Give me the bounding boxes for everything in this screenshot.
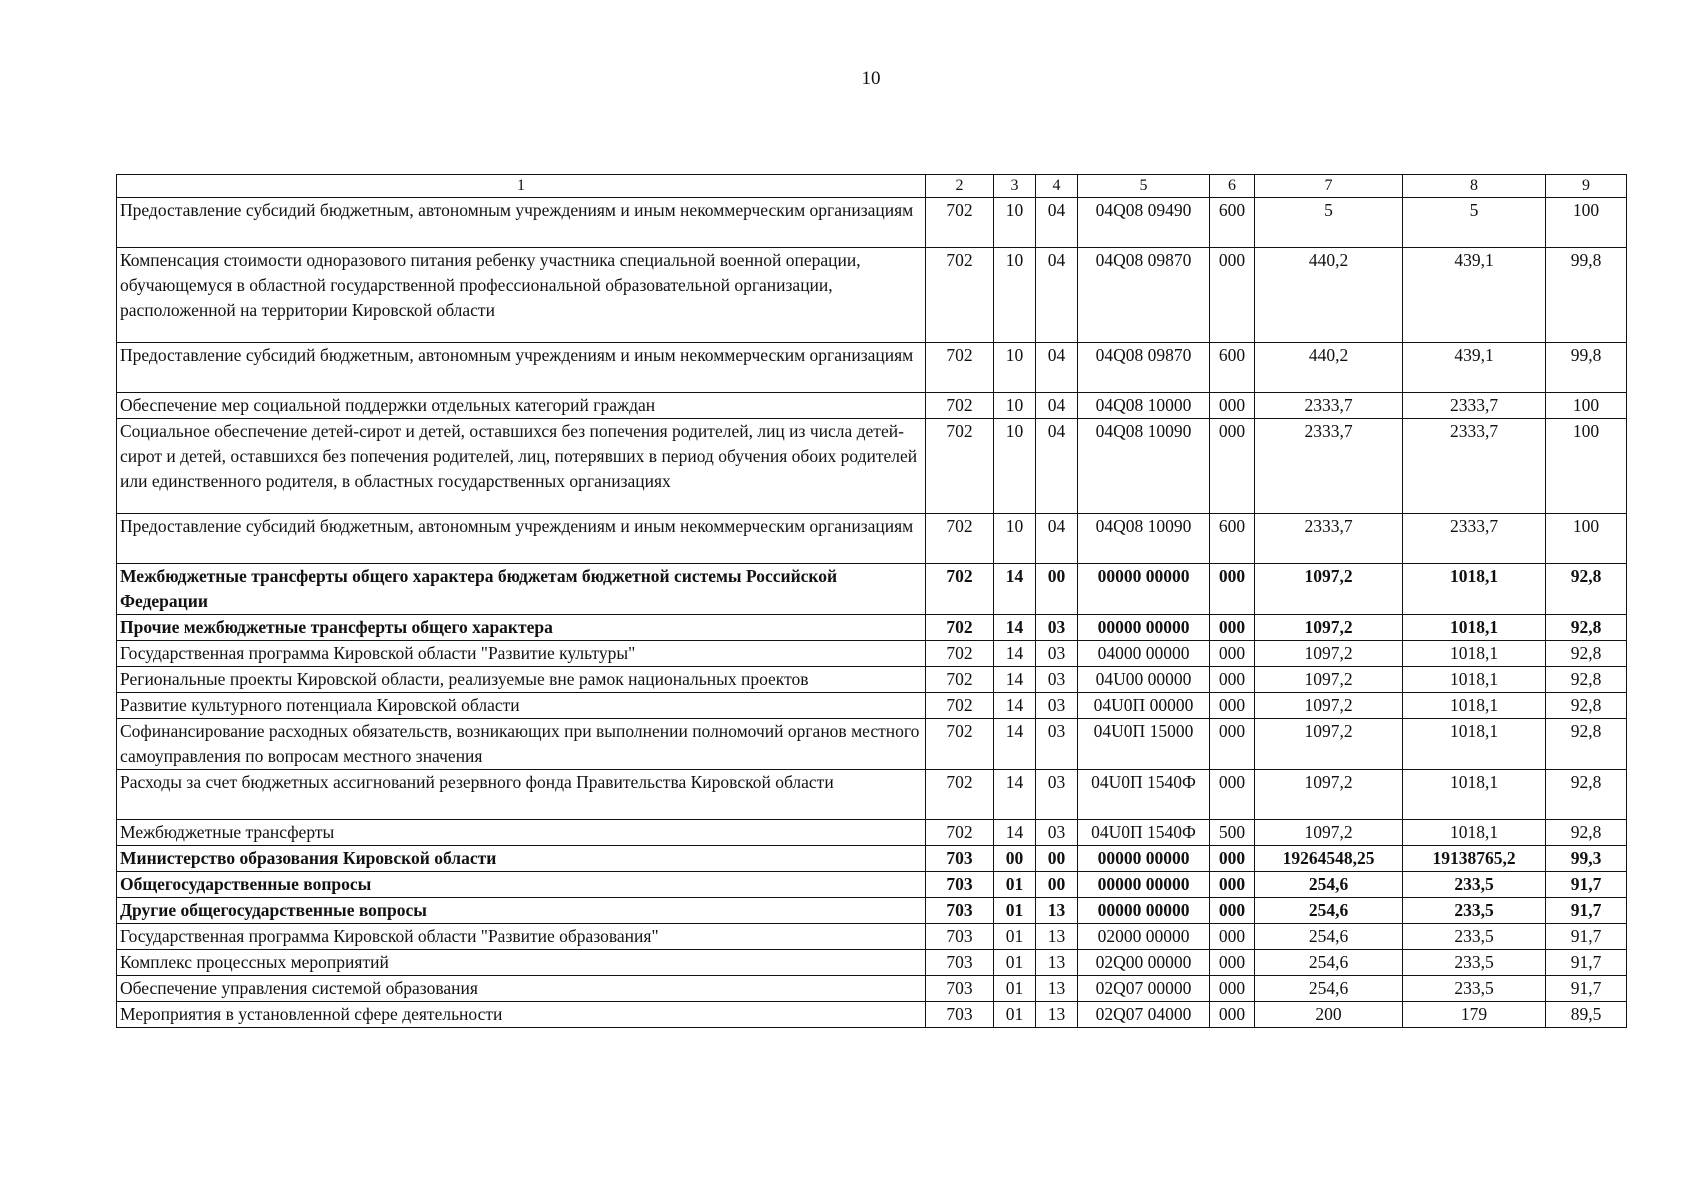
row-value-cell: 13 [1036,924,1078,950]
row-value-cell: 1018,1 [1403,770,1546,820]
table-row [117,514,1627,564]
row-value-cell: 233,5 [1403,898,1546,924]
row-value-cell: 14 [994,719,1036,770]
row-value-cell: 19138765,2 [1403,846,1546,872]
row-value-cell: 1097,2 [1255,770,1403,820]
row-value-cell: 04Q08 10090 [1078,514,1210,564]
row-value-cell: 19264548,25 [1255,846,1403,872]
row-value-cell: 00000 00000 [1078,898,1210,924]
table-row [117,198,1627,248]
row-value-cell: 702 [926,419,994,514]
row-value-cell: 703 [926,846,994,872]
row-value-cell: 000 [1210,393,1255,419]
row-value-cell: 03 [1036,667,1078,693]
row-value-cell: 702 [926,343,994,393]
row-value-cell: 000 [1210,615,1255,641]
table-row [117,343,1627,393]
row-value-cell: 703 [926,872,994,898]
row-value-cell: 99,8 [1546,248,1627,343]
row-value-cell: 1097,2 [1255,693,1403,719]
row-value-cell: 703 [926,1002,994,1028]
row-value-cell: 14 [994,564,1036,615]
row-name-cell: Мероприятия в установленной сфере деятельности [117,1002,926,1028]
row-value-cell: 702 [926,615,994,641]
row-value-cell: 000 [1210,770,1255,820]
row-value-cell: 99,8 [1546,343,1627,393]
row-value-cell: 04Q08 09870 [1078,248,1210,343]
row-value-cell: 03 [1036,615,1078,641]
table-row [117,693,1627,719]
row-value-cell: 00 [1036,872,1078,898]
row-value-cell: 500 [1210,820,1255,846]
row-value-cell: 92,8 [1546,693,1627,719]
row-value-cell: 000 [1210,1002,1255,1028]
row-value-cell: 14 [994,770,1036,820]
table-row [117,770,1627,820]
row-value-cell: 01 [994,924,1036,950]
row-value-cell: 1097,2 [1255,641,1403,667]
row-value-cell: 92,8 [1546,719,1627,770]
row-value-cell: 702 [926,564,994,615]
row-value-cell: 703 [926,950,994,976]
row-name-cell: Государственная программа Кировской области "Развитие образования" [117,924,926,950]
row-value-cell: 100 [1546,198,1627,248]
row-value-cell: 91,7 [1546,924,1627,950]
row-value-cell: 702 [926,719,994,770]
row-value-cell: 000 [1210,872,1255,898]
column-header: 8 [1403,175,1546,198]
row-name-cell: Предоставление субсидий бюджетным, автономным учреждениям и иным некоммерческим организациям [117,198,926,248]
row-value-cell: 03 [1036,719,1078,770]
row-value-cell: 000 [1210,564,1255,615]
row-value-cell: 00000 00000 [1078,615,1210,641]
row-name-cell: Государственная программа Кировской области "Развитие культуры" [117,641,926,667]
row-value-cell: 439,1 [1403,343,1546,393]
row-value-cell: 91,7 [1546,976,1627,1002]
row-value-cell: 02Q00 00000 [1078,950,1210,976]
row-value-cell: 254,6 [1255,976,1403,1002]
row-value-cell: 00000 00000 [1078,872,1210,898]
budget-table [116,174,1627,1028]
row-value-cell: 000 [1210,693,1255,719]
table-row [117,719,1627,770]
row-name-cell: Софинансирование расходных обязательств, возникающих при выполнении полномочий органов местного самоуправления по вопросам местного значения [117,719,926,770]
row-name-cell: Предоставление субсидий бюджетным, автономным учреждениям и иным некоммерческим организациям [117,343,926,393]
row-value-cell: 702 [926,693,994,719]
row-value-cell: 04U0П 1540Ф [1078,820,1210,846]
row-value-cell: 702 [926,514,994,564]
row-value-cell: 03 [1036,641,1078,667]
table-body [117,198,1627,1028]
row-value-cell: 254,6 [1255,898,1403,924]
row-value-cell: 600 [1210,514,1255,564]
row-value-cell: 702 [926,770,994,820]
row-value-cell: 439,1 [1403,248,1546,343]
row-value-cell: 440,2 [1255,248,1403,343]
row-value-cell: 91,7 [1546,898,1627,924]
row-value-cell: 00 [1036,564,1078,615]
row-value-cell: 04 [1036,248,1078,343]
row-value-cell: 02Q07 00000 [1078,976,1210,1002]
row-value-cell: 92,8 [1546,564,1627,615]
row-value-cell: 1018,1 [1403,820,1546,846]
row-value-cell: 1018,1 [1403,564,1546,615]
row-value-cell: 10 [994,419,1036,514]
row-value-cell: 92,8 [1546,667,1627,693]
row-value-cell: 04 [1036,198,1078,248]
row-value-cell: 2333,7 [1403,393,1546,419]
row-value-cell: 000 [1210,898,1255,924]
row-name-cell: Комплекс процессных мероприятий [117,950,926,976]
row-value-cell: 04000 00000 [1078,641,1210,667]
row-value-cell: 233,5 [1403,950,1546,976]
row-value-cell: 01 [994,950,1036,976]
column-header: 3 [994,175,1036,198]
row-value-cell: 13 [1036,950,1078,976]
row-value-cell: 1097,2 [1255,820,1403,846]
row-value-cell: 2333,7 [1403,514,1546,564]
table-row [117,393,1627,419]
row-name-cell: Министерство образования Кировской области [117,846,926,872]
row-value-cell: 440,2 [1255,343,1403,393]
row-name-cell: Обеспечение управления системой образования [117,976,926,1002]
row-value-cell: 702 [926,641,994,667]
row-value-cell: 04Q08 10000 [1078,393,1210,419]
table-row [117,248,1627,343]
row-value-cell: 10 [994,514,1036,564]
row-value-cell: 000 [1210,641,1255,667]
row-value-cell: 600 [1210,198,1255,248]
row-name-cell: Социальное обеспечение детей-сирот и детей, оставшихся без попечения родителей, лиц из числа детей-сирот и детей, оставшихся без попечения родителей, лиц, потерявших в период обучения обоих родителей или единственного родителя, в областных государственных организациях [117,419,926,514]
row-value-cell: 03 [1036,820,1078,846]
table-row [117,846,1627,872]
row-value-cell: 14 [994,615,1036,641]
row-value-cell: 100 [1546,419,1627,514]
row-value-cell: 000 [1210,924,1255,950]
row-value-cell: 233,5 [1403,924,1546,950]
row-value-cell: 200 [1255,1002,1403,1028]
row-value-cell: 254,6 [1255,950,1403,976]
row-value-cell: 1097,2 [1255,667,1403,693]
row-value-cell: 00 [1036,846,1078,872]
row-value-cell: 000 [1210,976,1255,1002]
row-name-cell: Общегосударственные вопросы [117,872,926,898]
row-value-cell: 233,5 [1403,976,1546,1002]
row-value-cell: 99,3 [1546,846,1627,872]
table-row [117,641,1627,667]
row-value-cell: 01 [994,898,1036,924]
row-value-cell: 702 [926,198,994,248]
row-value-cell: 1018,1 [1403,719,1546,770]
row-value-cell: 000 [1210,719,1255,770]
row-value-cell: 02Q07 04000 [1078,1002,1210,1028]
row-value-cell: 92,8 [1546,641,1627,667]
row-value-cell: 92,8 [1546,770,1627,820]
row-value-cell: 702 [926,248,994,343]
row-value-cell: 92,8 [1546,615,1627,641]
row-value-cell: 01 [994,1002,1036,1028]
row-name-cell: Компенсация стоимости одноразового питания ребенку участника специальной военной операции, обучающемуся в областной государственной профессиональной образовательной организации, расположенной на территории Кировской области [117,248,926,343]
row-value-cell: 04 [1036,343,1078,393]
table-row [117,667,1627,693]
column-header: 7 [1255,175,1403,198]
row-value-cell: 13 [1036,1002,1078,1028]
row-value-cell: 91,7 [1546,872,1627,898]
row-name-cell: Региональные проекты Кировской области, реализуемые вне рамок национальных проектов [117,667,926,693]
row-value-cell: 5 [1255,198,1403,248]
row-value-cell: 04Q08 09490 [1078,198,1210,248]
row-value-cell: 2333,7 [1255,514,1403,564]
row-value-cell: 000 [1210,846,1255,872]
row-value-cell: 179 [1403,1002,1546,1028]
row-value-cell: 03 [1036,693,1078,719]
row-value-cell: 600 [1210,343,1255,393]
row-value-cell: 702 [926,667,994,693]
row-value-cell: 10 [994,343,1036,393]
row-name-cell: Другие общегосударственные вопросы [117,898,926,924]
row-value-cell: 92,8 [1546,820,1627,846]
row-value-cell: 000 [1210,419,1255,514]
row-value-cell: 14 [994,693,1036,719]
row-value-cell: 14 [994,641,1036,667]
row-name-cell: Межбюджетные трансферты [117,820,926,846]
row-value-cell: 2333,7 [1255,393,1403,419]
row-value-cell: 02000 00000 [1078,924,1210,950]
row-value-cell: 04 [1036,514,1078,564]
row-name-cell: Расходы за счет бюджетных ассигнований резервного фонда Правительства Кировской области [117,770,926,820]
row-value-cell: 14 [994,820,1036,846]
column-header: 1 [117,175,926,198]
row-value-cell: 702 [926,820,994,846]
table-row [117,419,1627,514]
column-header: 2 [926,175,994,198]
table-row [117,820,1627,846]
column-header: 6 [1210,175,1255,198]
row-value-cell: 91,7 [1546,950,1627,976]
row-value-cell: 1097,2 [1255,615,1403,641]
table-row [117,1002,1627,1028]
table-row [117,898,1627,924]
table-row [117,564,1627,615]
row-value-cell: 254,6 [1255,872,1403,898]
row-value-cell: 000 [1210,950,1255,976]
row-value-cell: 04 [1036,393,1078,419]
row-value-cell: 00000 00000 [1078,846,1210,872]
table-row [117,976,1627,1002]
row-value-cell: 1018,1 [1403,615,1546,641]
row-value-cell: 13 [1036,976,1078,1002]
row-value-cell: 04 [1036,419,1078,514]
row-value-cell: 04Q08 09870 [1078,343,1210,393]
row-value-cell: 04U0П 00000 [1078,693,1210,719]
row-name-cell: Обеспечение мер социальной поддержки отдельных категорий граждан [117,393,926,419]
row-value-cell: 10 [994,393,1036,419]
row-value-cell: 10 [994,248,1036,343]
row-name-cell: Прочие межбюджетные трансферты общего характера [117,615,926,641]
column-header: 4 [1036,175,1078,198]
row-value-cell: 2333,7 [1255,419,1403,514]
row-value-cell: 1018,1 [1403,641,1546,667]
row-value-cell: 01 [994,976,1036,1002]
row-value-cell: 702 [926,393,994,419]
table-header-row [117,175,1627,198]
row-value-cell: 1018,1 [1403,693,1546,719]
table-row [117,872,1627,898]
column-header: 5 [1078,175,1210,198]
table-row [117,924,1627,950]
row-value-cell: 89,5 [1546,1002,1627,1028]
row-value-cell: 14 [994,667,1036,693]
row-value-cell: 04U0П 1540Ф [1078,770,1210,820]
row-name-cell: Развитие культурного потенциала Кировской области [117,693,926,719]
row-value-cell: 703 [926,924,994,950]
row-value-cell: 00000 00000 [1078,564,1210,615]
row-value-cell: 2333,7 [1403,419,1546,514]
row-value-cell: 100 [1546,514,1627,564]
row-value-cell: 000 [1210,667,1255,693]
row-value-cell: 254,6 [1255,924,1403,950]
row-value-cell: 04Q08 10090 [1078,419,1210,514]
row-value-cell: 703 [926,898,994,924]
page-number: 10 [861,68,881,89]
row-value-cell: 1097,2 [1255,719,1403,770]
row-value-cell: 00 [994,846,1036,872]
row-value-cell: 10 [994,198,1036,248]
row-value-cell: 13 [1036,898,1078,924]
row-value-cell: 233,5 [1403,872,1546,898]
row-value-cell: 04U00 00000 [1078,667,1210,693]
table-row [117,950,1627,976]
row-value-cell: 703 [926,976,994,1002]
row-value-cell: 100 [1546,393,1627,419]
row-value-cell: 03 [1036,770,1078,820]
row-value-cell: 5 [1403,198,1546,248]
row-name-cell: Предоставление субсидий бюджетным, автономным учреждениям и иным некоммерческим организациям [117,514,926,564]
row-value-cell: 000 [1210,248,1255,343]
row-name-cell: Межбюджетные трансферты общего характера бюджетам бюджетной системы Российской Федерации [117,564,926,615]
row-value-cell: 1097,2 [1255,564,1403,615]
column-header: 9 [1546,175,1627,198]
row-value-cell: 1018,1 [1403,667,1546,693]
table-row [117,615,1627,641]
row-value-cell: 01 [994,872,1036,898]
row-value-cell: 04U0П 15000 [1078,719,1210,770]
